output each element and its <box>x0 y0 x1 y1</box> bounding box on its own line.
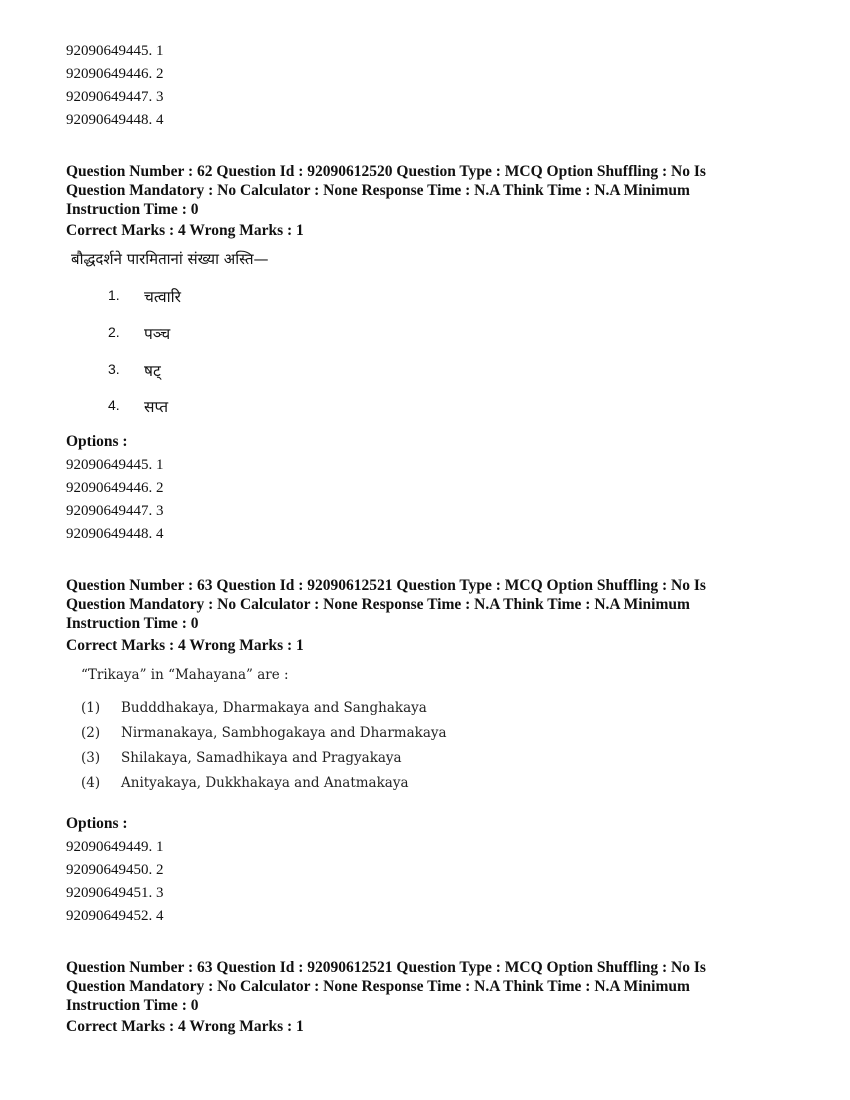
choice-number: 3. <box>108 361 120 377</box>
question-63-repeat-metadata: Question Number : 63 Question Id : 92090612521 Question Type : MCQ Option Shuffling : No Is Question Mandatory : No Calculator : None Response Time : N.A Think Time : N.A Minimum Instruction Time : 0 <box>66 959 706 1014</box>
option-id-line: 92090649448. 4 <box>66 526 164 542</box>
question-63-repeat-marks: Correct Marks : 4 Wrong Marks : 1 <box>66 1018 304 1035</box>
question-63-text: “Trikaya” in “Mahayana” are : <box>81 667 289 683</box>
question-62-marks: Correct Marks : 4 Wrong Marks : 1 <box>66 222 304 239</box>
choice-text: सप्त <box>144 398 169 416</box>
choice-number: (4) <box>81 775 101 791</box>
choice-number: 1. <box>108 287 120 303</box>
option-id-line: 92090649452. 4 <box>66 908 164 924</box>
choice-text: षट् <box>144 362 161 380</box>
option-id-line: 92090649447. 3 <box>66 503 164 519</box>
option-id-line: 92090649445. 1 <box>66 457 164 473</box>
choice-text: Shilakaya, Samadhikaya and Pragyakaya <box>121 750 402 766</box>
option-id-line: 92090649450. 2 <box>66 862 164 878</box>
option-id-line: 92090649445. 1 <box>66 43 164 59</box>
option-id-line: 92090649446. 2 <box>66 480 164 496</box>
option-id-line: 92090649447. 3 <box>66 89 164 105</box>
question-63-metadata: Question Number : 63 Question Id : 92090612521 Question Type : MCQ Option Shuffling : No Is Question Mandatory : No Calculator : None Response Time : N.A Think Time : N.A Minimum Instruction Time : 0 <box>66 577 706 632</box>
options-label: Options : <box>66 433 128 450</box>
choice-number: 4. <box>108 397 120 413</box>
choice-number: 2. <box>108 324 120 340</box>
option-id-line: 92090649451. 3 <box>66 885 164 901</box>
choice-number: (1) <box>81 700 101 716</box>
choice-text: Budddhakaya, Dharmakaya and Sanghakaya <box>121 700 427 716</box>
option-id-line: 92090649448. 4 <box>66 112 164 128</box>
choice-text: चत्वारि <box>144 288 181 306</box>
choice-text: Anityakaya, Dukkhakaya and Anatmakaya <box>121 775 409 791</box>
choice-number: (2) <box>81 725 101 741</box>
options-label: Options : <box>66 815 128 832</box>
question-62-metadata: Question Number : 62 Question Id : 92090612520 Question Type : MCQ Option Shuffling : No Is Question Mandatory : No Calculator : None Response Time : N.A Think Time : N.A Minimum Instruction Time : 0 <box>66 163 706 218</box>
option-id-line: 92090649446. 2 <box>66 66 164 82</box>
question-62-text: बौद्धदर्शने पारमितानां संख्या अस्ति— <box>71 250 269 268</box>
option-id-line: 92090649449. 1 <box>66 839 164 855</box>
choice-number: (3) <box>81 750 101 766</box>
choice-text: पञ्च <box>144 325 171 343</box>
question-63-marks: Correct Marks : 4 Wrong Marks : 1 <box>66 637 304 654</box>
choice-text: Nirmanakaya, Sambhogakaya and Dharmakaya <box>121 725 447 741</box>
